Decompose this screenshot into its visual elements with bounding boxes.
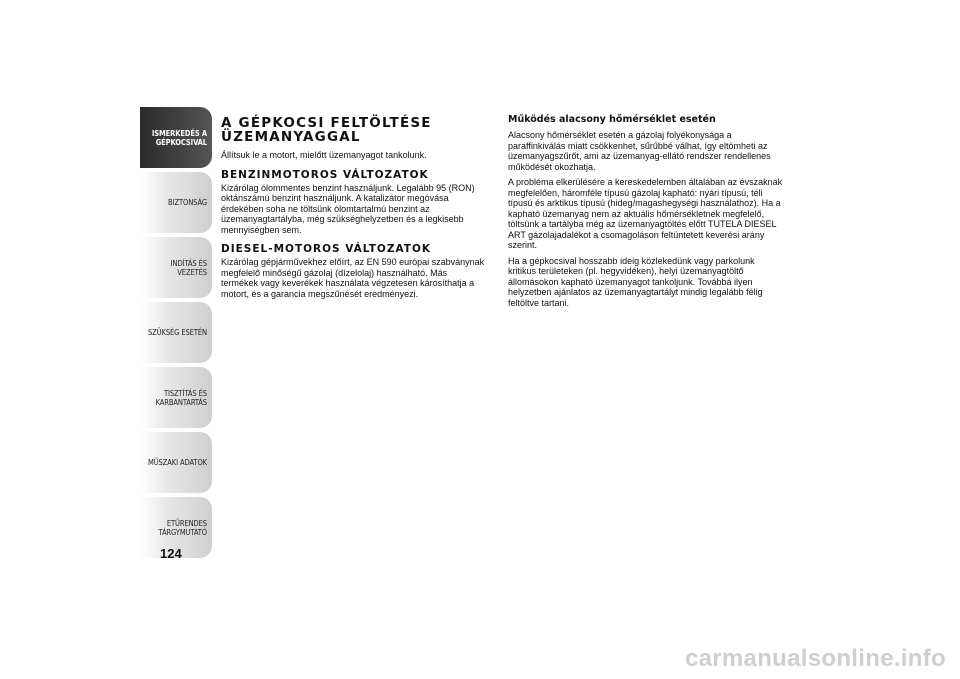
tab-label: ISMERKEDÉS A GÉPKOCSIVAL (151, 128, 207, 147)
page-title: A GÉPKOCSI FELTÖLTÉSE ÜZEMANYAGGAL (221, 115, 432, 145)
low-temp-heading: Működés alacsony hőmérséklet esetén (508, 114, 716, 125)
tab-ismerkedes[interactable] (140, 107, 212, 168)
low-temp-paragraph-3: Ha a gépkocsival hosszabb ideig közlekedünk vagy parkolunk kritikus területeken (pl. hegyvidéken), helyi üzemanyagtöltő állomásokon kapható üzemanyagot tankoljunk. Továbbá ilyen helyzetben ajánlatos az üzemanyagtartályt mindig legalább félig feltöltve tartani. (508, 255, 763, 308)
tab-szukseg[interactable] (140, 302, 212, 363)
tab-label: BIZTONSÁG (168, 198, 207, 207)
intro-text: Állítsuk le a motort, mielőtt üzemanyagot tankolunk. (221, 150, 427, 160)
petrol-text: Kizárólag ólommentes benzint használjunk. Legalább 95 (RON) oktánszámú benzint használjunk. A katalizátor megóvása érdekében soha ne töltsünk ólomtartalmú benzint az üzemanyagtartályba, még szükséghelyzetben és a legkisebb mennyiségben sem. (221, 182, 475, 235)
page-number: 124 (160, 546, 182, 561)
watermark: carmanualsonline.info (684, 645, 946, 672)
tab-label: ETŰRENDES TÁRGYMUTATÓ (158, 518, 207, 537)
chapter-sidebar (140, 107, 212, 562)
tab-label: SZÜKSÉG ESETÉN (147, 328, 207, 337)
tab-label: TISZTÍTÁS ÉS KARBANTARTÁS (155, 388, 207, 407)
diesel-text: Kizárólag gépjárművekhez előírt, az EN 590 európai szabványnak megfelelő minőségű gázolaj (dízelolaj) használható. Más termékek vagy keverékek használata végzetesen károsíthatja a motort, és a garancia megszűnését eredményezi. (221, 257, 485, 299)
tab-label: INDÍTÁS ÉS VEZETÉS (170, 258, 207, 277)
tab-muszaki[interactable] (140, 432, 212, 493)
tab-biztonsag[interactable] (140, 172, 212, 233)
left-column (221, 116, 486, 304)
low-temp-paragraph-2: A probléma elkerülésére a kereskedelemben általában az évszaknak megfelelően, háromféle típusú gázolaj kapható: nyári típusú, téli típusú és arktikus típusú (hideg/magashegységi használathoz). Ha a kapható üzemanyag nem az aktuális hőmérsékletnek megfelelő, töltsünk a tartályba még az üzemanyagtöltés előtt TUTELA DIESEL ART gázolajadalékot a csomagoláson feltüntetett keverési arány szerint. (508, 177, 783, 250)
low-temp-paragraph-1: Alacsony hőmérséklet esetén a gázolaj folyékonysága a paraffinkiválás miatt csökkenhet, sűrűbbé válhat, így eltömheti az üzemanyagszűrőt, ami az üzemanyag-ellátó rendszer rendellenes működését okozhatja. (508, 130, 771, 172)
diesel-heading: DIESEL-MOTOROS VÁLTOZATOK (221, 243, 432, 255)
tab-label: MŰSZAKI ADATOK (147, 458, 207, 467)
tab-tisztitas[interactable] (140, 367, 212, 428)
tab-inditas[interactable] (140, 237, 212, 298)
right-column (508, 114, 783, 313)
petrol-heading: BENZINMOTOROS VÁLTOZATOK (221, 168, 429, 181)
